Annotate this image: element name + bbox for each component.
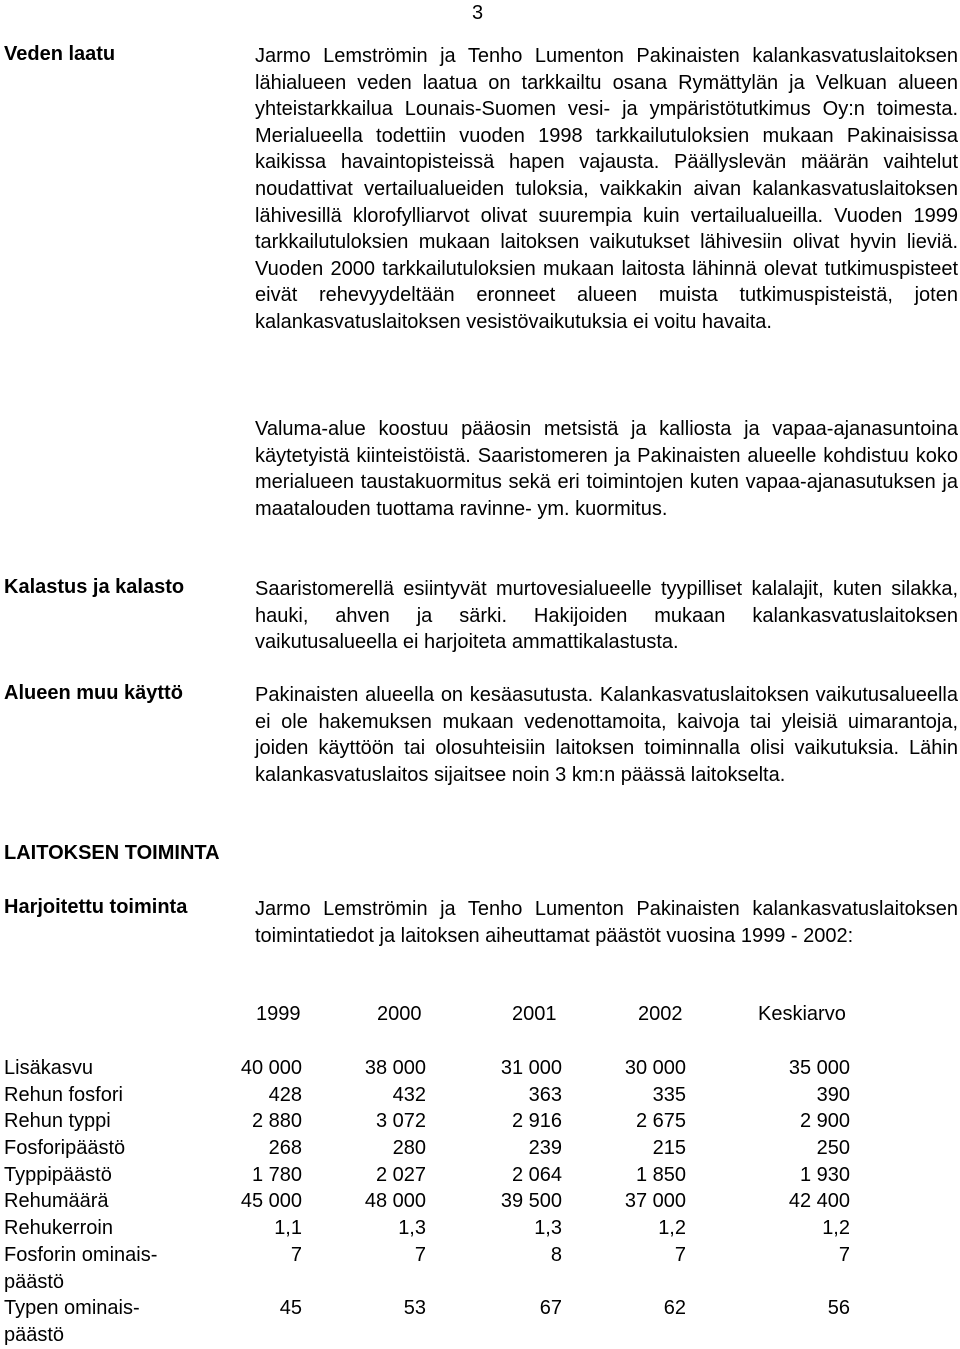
table-row-label: Typen ominais- päästö (4, 1297, 140, 1346)
table-cell: 7 (674, 1244, 686, 1266)
table-cell: 37 000 (624, 1190, 686, 1212)
table-cell: 239 (528, 1137, 562, 1159)
table-cell: 1,3 (398, 1217, 426, 1239)
section-label-water-quality: Veden laatu (4, 43, 116, 65)
table-cell: 3 072 (375, 1110, 426, 1132)
page-number: 3 (472, 2, 484, 24)
table-cell: 38 000 (364, 1057, 426, 1079)
table-cell: 48 000 (364, 1190, 426, 1212)
table-cell: 1,3 (534, 1217, 562, 1239)
table-row-label: Rehun typpi (4, 1110, 111, 1132)
table-cell: 45 (279, 1297, 302, 1319)
table-cell: 7 (838, 1244, 850, 1266)
table-cell: 335 (652, 1084, 686, 1106)
table-row-label: Rehukerroin (4, 1217, 113, 1239)
other-use-paragraph: Pakinaisten alueella on kesäasutusta. Kalankasvatuslaitoksen vaikutusalueella ei ole hakemuksen mukaan vedenottamoita, kaivoja tai yleisiä uimarantoja, joiden käyttöön tai olosuhteisiin laitoksen toiminnalla olisi vaikutuksia. Lähin kalankasvatuslaitos sijaitsee noin 3 km:n päässä laitokselta. (255, 684, 958, 786)
table-cell: 8 (550, 1244, 562, 1266)
table-row-label: Fosforipäästö (4, 1137, 126, 1159)
section-label-other-use: Alueen muu käyttö (4, 682, 183, 704)
table-cell: 1 850 (635, 1164, 686, 1186)
table-cell: 280 (392, 1137, 426, 1159)
column-header: Keskiarvo (758, 1003, 846, 1025)
table-row-label: Rehun fosfori (4, 1084, 123, 1106)
table-cell: 2 675 (635, 1110, 686, 1132)
table-cell: 1 780 (251, 1164, 302, 1186)
water-quality-paragraph-2: Valuma-alue koostuu pääosin metsistä ja kalliosta ja vapaa-ajanasuntoina käytetyistä kiinteistöistä. Saaristomeren ja Pakinaisten alueelle kohdistuu koko merialueen taustakuormitus sekä eri toimintojen kuten vapaa-ajanasutuksen ja maatalouden tuottama ravinne- ym. kuormitus. (255, 418, 958, 520)
table-cell: 30 000 (624, 1057, 686, 1079)
table-cell: 67 (539, 1297, 562, 1319)
column-header: 2000 (377, 1003, 422, 1025)
table-cell: 62 (663, 1297, 686, 1319)
table-cell: 2 900 (799, 1110, 850, 1132)
table-cell: 250 (816, 1137, 850, 1159)
table-cell: 390 (816, 1084, 850, 1106)
section-label-operation: Harjoitettu toiminta (4, 896, 188, 918)
table-cell: 2 916 (511, 1110, 562, 1132)
main-heading: LAITOKSEN TOIMINTA (4, 842, 220, 864)
column-header: 1999 (256, 1003, 301, 1025)
table-cell: 1 930 (799, 1164, 850, 1186)
table-cell: 1,2 (658, 1217, 686, 1239)
table-cell: 42 400 (788, 1190, 850, 1212)
table-cell: 2 064 (511, 1164, 562, 1186)
water-quality-paragraph-1: Jarmo Lemströmin ja Tenho Lumenton Pakinaisten kalankasvatuslaitoksen lähialueen veden laatua on tarkkailtu osana Rymättylän ja Velkuan alueen yhteistarkkailua Lounais-Suomen vesi- ja ympäristötutkimus Oy:n toimesta. Merialueella todettiin vuoden 1998 tarkkailutuloksien mukaan Pakinaisissa kaikissa havaintopisteissä hapen vajausta. Päällyslevän määrän vaihtelut noudattivat vertailualueiden tuloksia, vaikkakin aivan kalankasvatuslaitoksen lähivesillä klorofylliarvot olivat suurempia kuin vertailualueilla. Vuoden 1999 tarkkailutuloksien mukaan laitoksen vaikutukset lähivesiin olivat hyvin lieviä. Vuoden 2000 tarkkailutuloksien mukaan laitosta lähinnä olevat tutkimuspisteet eivät rehevyydeltään eronneet alueen muista tutkimuspisteistä, joten kalankasvatuslaitoksen vesistövaikutuksia ei voitu havaita. (255, 45, 958, 333)
table-cell: 45 000 (240, 1190, 302, 1212)
table-cell: 40 000 (240, 1057, 302, 1079)
table-cell: 56 (827, 1297, 850, 1319)
table-cell: 2 027 (375, 1164, 426, 1186)
table-cell: 428 (268, 1084, 302, 1106)
table-cell: 215 (652, 1137, 686, 1159)
table-cell: 31 000 (500, 1057, 562, 1079)
column-header: 2002 (638, 1003, 683, 1025)
column-header: 2001 (512, 1003, 557, 1025)
table-cell: 363 (528, 1084, 562, 1106)
table-cell: 39 500 (500, 1190, 562, 1212)
table-row-label: Lisäkasvu (4, 1057, 93, 1079)
operation-paragraph: Jarmo Lemströmin ja Tenho Lumenton Pakinaisten kalankasvatuslaitoksen toimintatiedot ja laitoksen aiheuttamat päästöt vuosina 1999 - 2002: (255, 898, 958, 947)
fishing-paragraph: Saaristomerellä esiintyvät murtovesialueelle tyypilliset kalalajit, kuten silakka, hauki, ahven ja särki. Hakijoiden mukaan kalankasvatuslaitoksen vaikutusalueella ei harjoiteta ammattikalastusta. (255, 578, 958, 654)
table-cell: 1,1 (274, 1217, 302, 1239)
table-cell: 7 (290, 1244, 302, 1266)
table-row-label: Rehumäärä (4, 1190, 109, 1212)
table-row-label: Fosforin ominais- päästö (4, 1244, 158, 1293)
table-row-label: Typpipäästö (4, 1164, 112, 1186)
table-cell: 2 880 (251, 1110, 302, 1132)
table-cell: 432 (392, 1084, 426, 1106)
section-label-fishing: Kalastus ja kalasto (4, 576, 185, 598)
table-cell: 1,2 (822, 1217, 850, 1239)
table-cell: 7 (414, 1244, 426, 1266)
table-cell: 268 (268, 1137, 302, 1159)
table-cell: 53 (403, 1297, 426, 1319)
table-cell: 35 000 (788, 1057, 850, 1079)
